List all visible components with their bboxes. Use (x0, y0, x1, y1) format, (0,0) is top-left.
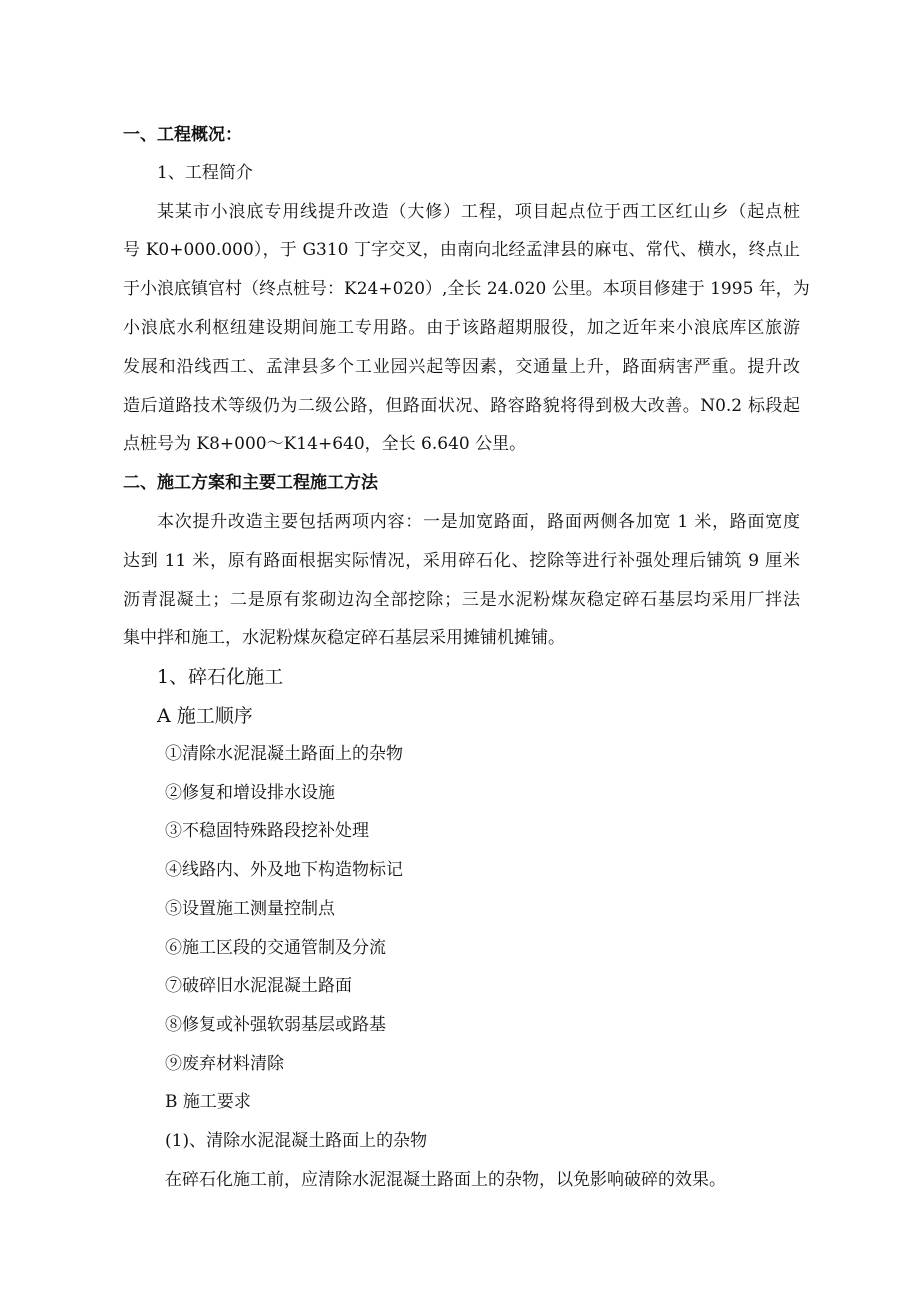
section1-subtitle: 1、工程简介 (157, 163, 253, 183)
sequence-title: A 施工顺序 (157, 705, 253, 727)
requirement-heading: (1)、清除水泥混凝土路面上的杂物 (165, 1131, 428, 1151)
paragraph-line: 造后道路技术等级仍为二级公路，但路面状况、路容路貌将得到极大改善。N0.2 标段起 (123, 396, 800, 416)
paragraph-line: 本次提升改造主要包括两项内容：一是加宽路面，路面两侧各加宽 1 米，路面宽度 (157, 512, 800, 532)
list-item: ⑦破碎旧水泥混凝土路面 (165, 976, 352, 996)
paragraph-line: 某某市小浪底专用线提升改造（大修）工程，项目起点位于西工区红山乡（起点桩 (157, 202, 800, 222)
list-item: ②修复和增设排水设施 (165, 783, 335, 803)
paragraph-line: 沥青混凝土；二是原有浆砌边沟全部挖除；三是水泥粉煤灰稳定碎石基层均采用厂拌法 (123, 590, 800, 610)
list-item: ⑨废弃材料清除 (165, 1054, 284, 1074)
section1-heading: 一、工程概况： (123, 125, 242, 145)
paragraph-line: 于小浪底镇官村（终点桩号：K24+020）,全长 24.020 公里。本项目修建于 1995 年，为 (123, 279, 810, 299)
requirements-title: B 施工要求 (165, 1092, 251, 1112)
section2-subtitle: 1、碎石化施工 (157, 666, 284, 688)
list-item: ⑧修复或补强软弱基层或路基 (165, 1015, 386, 1035)
list-item: ⑥施工区段的交通管制及分流 (165, 938, 386, 958)
list-item: ⑤设置施工测量控制点 (165, 899, 335, 919)
paragraph-line: 号 K0+000.000），于 G310 丁字交叉，由南向北经孟津县的麻屯、常代、横水，终点止 (123, 240, 800, 260)
paragraph-line: 达到 11 米，原有路面根据实际情况，采用碎石化、挖除等进行补强处理后铺筑 9 厘米 (123, 551, 800, 571)
list-item: ④线路内、外及地下构造物标记 (165, 860, 403, 880)
paragraph-line: 集中拌和施工，水泥粉煤灰稳定碎石基层采用摊铺机摊铺。 (123, 628, 565, 648)
section2-heading: 二、施工方案和主要工程施工方法 (123, 473, 378, 493)
list-item: ①清除水泥混凝土路面上的杂物 (165, 744, 403, 764)
requirement-text: 在碎石化施工前，应清除水泥混凝土路面上的杂物，以免影响破碎的效果。 (165, 1170, 726, 1190)
paragraph-line: 发展和沿线西工、孟津县多个工业园兴起等因素，交通量上升，路面病害严重。提升改 (123, 357, 800, 377)
list-item: ③不稳固特殊路段挖补处理 (165, 821, 369, 841)
paragraph-line: 小浪底水利枢纽建设期间施工专用路。由于该路超期服役，加之近年来小浪底库区旅游 (123, 318, 800, 338)
paragraph-line: 点桩号为 K8+000～K14+640，全长 6.640 公里。 (123, 434, 527, 454)
